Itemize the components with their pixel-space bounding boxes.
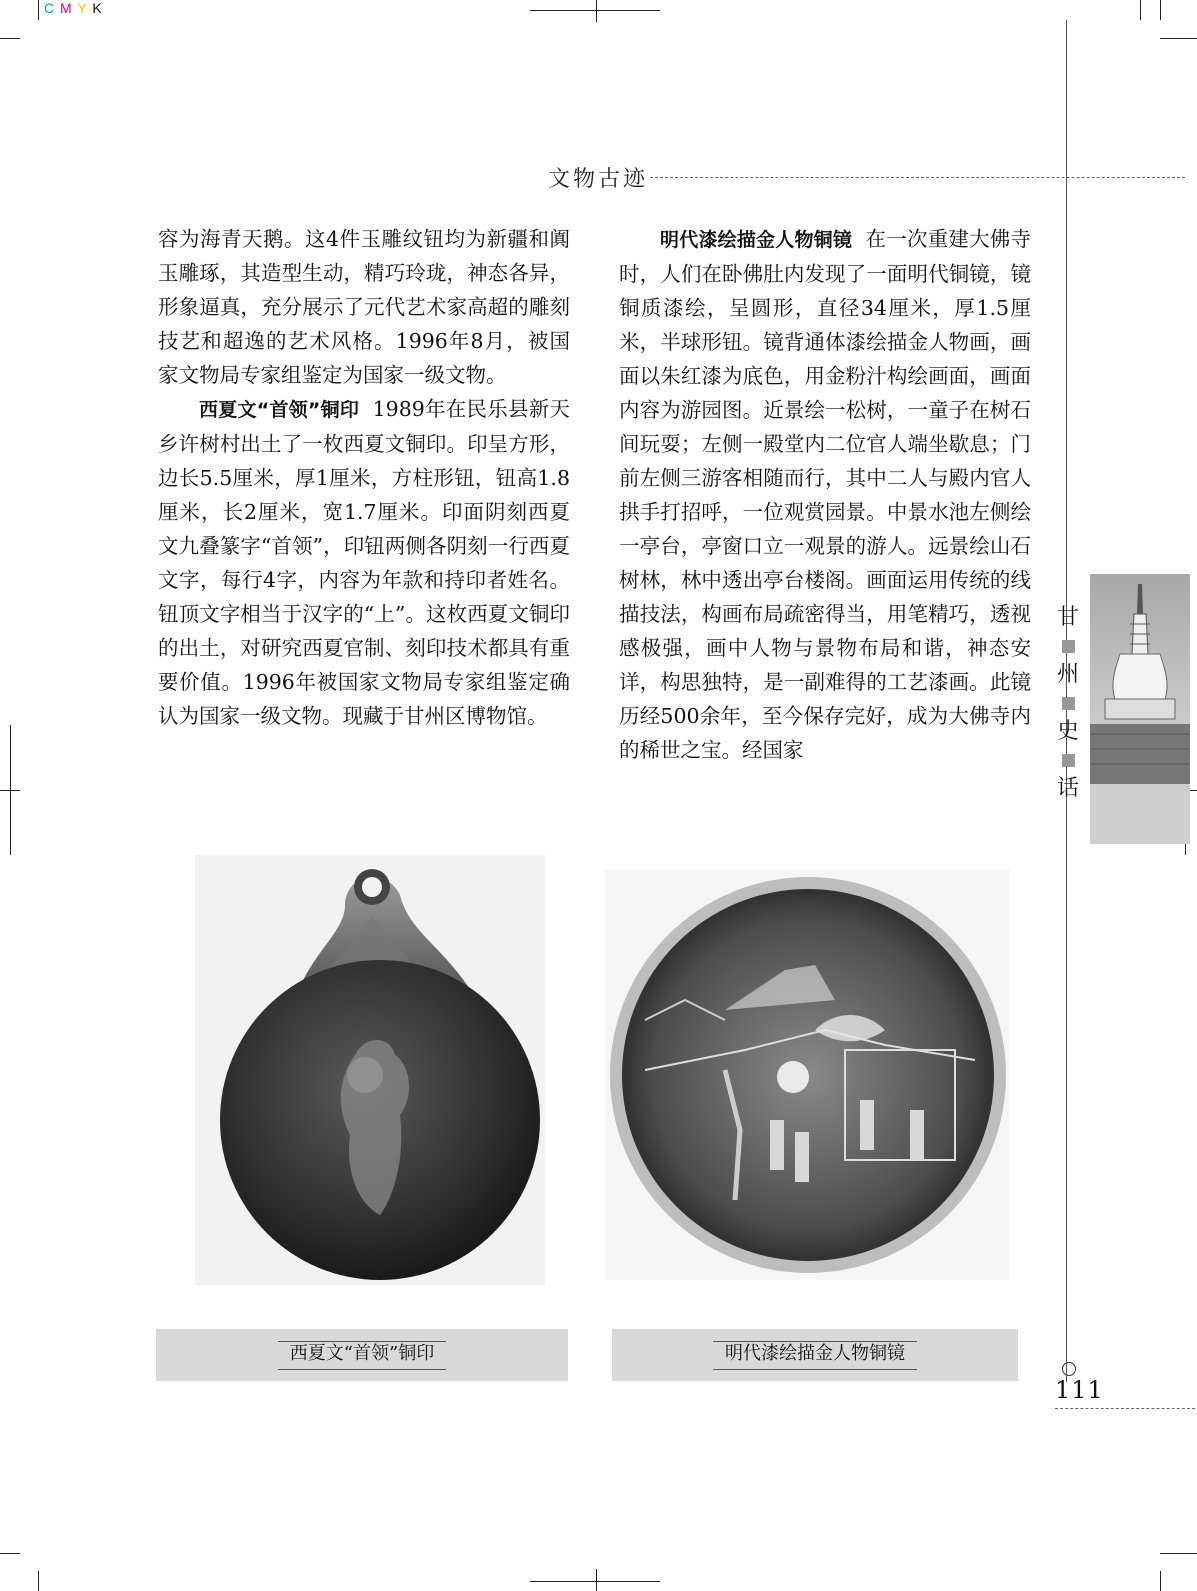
caption-right-text: 明代漆绘描金人物铜镜: [713, 1341, 917, 1370]
crop-mark: [38, 1571, 39, 1591]
series-char: 甘: [1056, 605, 1079, 630]
separator-square: [1062, 640, 1075, 653]
pagoda-photo: [1090, 574, 1190, 844]
crop-mark: [10, 725, 11, 855]
crop-mark: [530, 1581, 660, 1582]
bronze-mirror-photo: [605, 870, 1010, 1280]
cmyk-k: K: [92, 0, 103, 16]
paragraph: 容为海青天鹅。这4件玉雕纹钮均为新疆和阗玉雕琢，其造型生动，精巧玲珑，神态各异，形象逼真，充分展示了元代艺术家高超的雕刻技艺和超逸的艺术风格。1996年8月，被国家文物局专家组鉴定为国家一级文物。: [158, 227, 570, 387]
footer-rule: [1055, 1408, 1195, 1409]
caption-left: [156, 1329, 568, 1381]
paragraph-title: 明代漆绘描金人物铜镜: [660, 229, 853, 251]
page-circle-icon: [1062, 1362, 1076, 1376]
series-char: 州: [1056, 662, 1079, 687]
paragraph-body: 1989年在民乐县新天乡许树村出土了一枚西夏文铜印。印呈方形，边长5.5厘米，厚1厘米，方柱形钮，钮高1.8厘米，长2厘米，宽1.7厘米。印面阴刻西夏文九叠篆字“首领”，印钮两侧各阴刻一行西夏文字，每行4字，内容为年款和持印者姓名。钮顶文字相当于汉字的“上”。这枚西夏文铜印的出土，对研究西夏官制、刻印技术都具有重要价值。1996年被国家文物局专家组鉴定确认为国家一级文物。现藏于甘州区博物馆。: [158, 397, 570, 728]
page-number: 111: [1055, 1376, 1104, 1404]
crop-mark: [38, 0, 39, 20]
separator-square: [1062, 697, 1075, 710]
caption-left-text: 西夏文“首领”铜印: [278, 1341, 446, 1370]
crop-mark: [0, 38, 20, 39]
crop-mark: [596, 1569, 597, 1591]
crop-mark: [596, 0, 597, 22]
series-char: 话: [1056, 776, 1079, 801]
series-char: 史: [1056, 719, 1079, 744]
paragraph: [158, 392, 570, 733]
bronze-seal-photo: [195, 855, 545, 1285]
cmyk-m: M: [60, 0, 73, 16]
crop-mark: [1140, 0, 1141, 20]
column-left: [158, 222, 570, 733]
cmyk-mark: [44, 0, 103, 16]
crop-mark: [1160, 1571, 1161, 1591]
paragraph-body: 在一次重建大佛寺时，人们在卧佛肚内发现了一面明代铜镜，镜铜质漆绘，呈圆形，直径34厘米，厚1.5厘米，半球形钮。镜背通体漆绘描金人物画，画面以朱红漆为底色，用金粉汁构绘画面，画面内容为游园图。近景绘一松树，一童子在树石间玩耍；左侧一殿堂内二位官人端坐歇息；门前左侧三游客相随而行，其中二人与殿内官人拱手打招呼，一位观赏园景。中景水池左侧绘一亭台，亭窗口立一观景的游人。远景绘山石树林，林中透出亭台楼阁。画面运用传统的线描技法，构画布局疏密得当，用笔精巧，透视感极强，画中人物与景物布局和谐，神态安详，构思独特，是一副难得的工艺漆画。此镜历经500余年，至今保存完好，成为大佛寺内的稀世之宝。经国家: [619, 227, 1031, 762]
header-rule: [650, 177, 1185, 178]
crop-mark: [1160, 38, 1197, 39]
separator-square: [1062, 754, 1075, 767]
paragraph-title: 西夏文“首领”铜印: [199, 399, 360, 421]
cmyk-c: C: [44, 0, 56, 16]
crop-mark: [1160, 0, 1161, 20]
crop-mark: [530, 10, 660, 11]
crop-mark: [0, 1553, 20, 1554]
column-right: [619, 222, 1031, 767]
paragraph: [619, 222, 1031, 767]
cmyk-y: Y: [77, 0, 88, 16]
crop-mark: [1160, 1553, 1197, 1554]
section-title: 文物古迹: [548, 167, 649, 192]
caption-right: [612, 1329, 1018, 1381]
series-label: [1056, 603, 1080, 804]
